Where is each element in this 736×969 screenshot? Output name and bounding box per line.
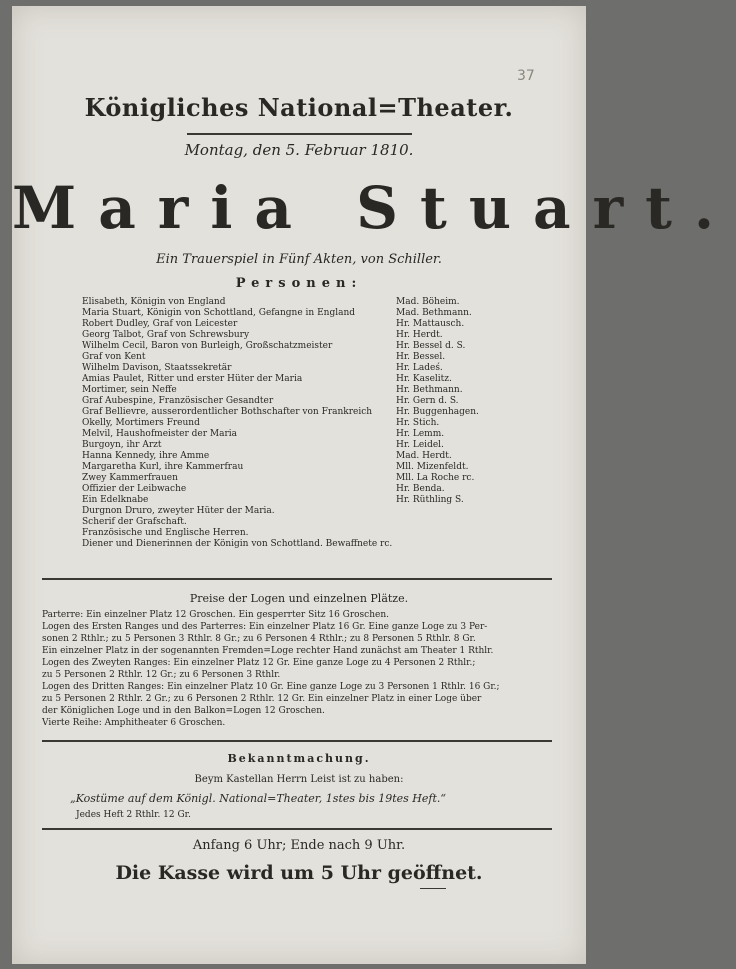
cast-role: Offizier der Leibwache — [82, 484, 187, 494]
price-line: Logen des Dritten Ranges: Ein einzelner Platz 10 Gr. Eine ganze Loge zu 3 Personen 1 Rthlr. 16 Gr.; — [42, 682, 500, 692]
play-subtitle: Ein Trauerspiel in Fünf Akten, von Schiller. — [156, 252, 442, 267]
cast-actor: Hr. Lemm. — [396, 429, 445, 439]
performance-date: Montag, den 5. Februar 1810. — [184, 141, 414, 159]
cast-role: Graf Aubespine, Französischer Gesandter — [82, 396, 274, 406]
box-office-underline — [420, 888, 446, 889]
cast-actor: Hr. Leidel. — [396, 440, 444, 450]
price-line: Logen des Zweyten Ranges: Ein einzelner Platz 12 Gr. Eine ganze Loge zu 4 Personen 2 Rthlr.; — [42, 658, 476, 668]
announcement-divider — [42, 828, 552, 830]
cast-role: Hanna Kennedy, ihre Amme — [82, 451, 210, 461]
play-title: Maria Stuart. — [12, 174, 736, 242]
cast-role: Zwey Kammerfrauen — [82, 473, 178, 483]
announcement-price: Jedes Heft 2 Rthlr. 12 Gr. — [76, 810, 191, 820]
cast-role: Maria Stuart, Königin von Schottland, Gefangne in England — [82, 308, 356, 318]
cast-actor: Hr. Ladeś. — [396, 363, 443, 373]
cast-actor: Hr. Rüthling S. — [396, 495, 464, 505]
cast-role: Georg Talbot, Graf von Schrewsbury — [82, 330, 250, 340]
cast-actor: Hr. Bethmann. — [396, 385, 463, 395]
performance-times: Anfang 6 Uhr; Ende nach 9 Uhr. — [192, 838, 406, 853]
cast-actor: Hr. Bessel. — [396, 352, 446, 362]
cast-role: Graf Bellievre, ausserordentlicher Bothschafter von Frankreich — [82, 407, 373, 417]
cast-role: Diener und Dienerinnen der Königin von Schottland. Bewaffnete rc. — [82, 539, 393, 549]
price-line: zu 5 Personen 2 Rthlr. 12 Gr.; zu 6 Personen 3 Rthlr. — [42, 670, 281, 680]
cast-actor: Hr. Herdt. — [396, 330, 443, 340]
cast-actor: Mll. La Roche rc. — [396, 473, 475, 483]
cast-actor: Mad. Herdt. — [396, 451, 452, 461]
cast-role: Okelly, Mortimers Freund — [82, 418, 200, 428]
cast-role: Melvil, Haushofmeister der Maria — [82, 429, 237, 439]
cast-actor: Mad. Bethmann. — [396, 308, 472, 318]
cast-actor: Hr. Benda. — [396, 484, 445, 494]
price-line: zu 5 Personen 2 Rthlr. 2 Gr.; zu 6 Personen 2 Rthlr. 12 Gr. Ein einzelner Platz in einer Loge über — [42, 694, 482, 704]
cast-actor: Hr. Kaselitz. — [396, 374, 452, 384]
pencil-note: 37 — [517, 68, 535, 84]
price-line: Ein einzelner Platz in der sogenannten Fremden=Loge rechter Hand zunächst am Theater 1 Rthlr. — [42, 646, 494, 656]
cast-role: Graf von Kent — [82, 352, 146, 362]
cast-heading: Personen: — [235, 276, 363, 291]
announcement-heading: Bekanntmachung. — [227, 752, 371, 765]
prices-heading: Preise der Logen und einzelnen Plätze. — [189, 592, 409, 605]
cast-role: Durgnon Druro, zweyter Hüter der Maria. — [82, 506, 275, 516]
price-line: Vierte Reihe: Amphitheater 6 Groschen. — [42, 718, 226, 728]
header-rule — [187, 133, 412, 135]
cast-role: Ein Edelknabe — [82, 495, 149, 505]
price-line: sonen 2 Rthlr.; zu 5 Personen 3 Rthlr. 8 Gr.; zu 6 Personen 4 Rthlr.; zu 8 Personen 5 Rthlr. 8 Gr. — [42, 634, 476, 644]
cast-actor: Mll. Mizenfeldt. — [396, 462, 469, 472]
cast-actor: Hr. Gern d. S. — [396, 396, 459, 406]
cast-actor: Hr. Mattausch. — [396, 319, 465, 329]
cast-role: Wilhelm Cecil, Baron von Burleigh, Großschatzmeister — [82, 341, 333, 351]
cast-divider — [42, 578, 552, 580]
cast-actor: Hr. Buggenhagen. — [396, 407, 479, 417]
cast-actor: Hr. Stich. — [396, 418, 440, 428]
cast-actor: Mad. Böheim. — [396, 297, 460, 307]
price-line: Logen des Ersten Ranges und des Parterres: Ein einzelner Platz 16 Gr. Eine ganze Loge zu 3 Per- — [42, 622, 488, 632]
theater-name: Königliches National=Theater. — [84, 93, 514, 122]
box-office-notice: Die Kasse wird um 5 Uhr geöffnet. — [115, 862, 483, 884]
cast-role: Französische und Englische Herren. — [82, 528, 249, 538]
cast-role: Scherif der Grafschaft. — [82, 517, 187, 527]
cast-actor: Hr. Bessel d. S. — [396, 341, 466, 351]
announcement-subline: Beym Kastellan Herrn Leist ist zu haben: — [194, 774, 404, 785]
playbill-sheet — [12, 6, 736, 964]
cast-role: Elisabeth, Königin von England — [82, 297, 226, 307]
price-line: Parterre: Ein einzelner Platz 12 Groschen. Ein gesperrter Sitz 16 Groschen. — [42, 610, 390, 620]
cast-role: Robert Dudley, Graf von Leicester — [82, 319, 238, 329]
prices-divider — [42, 740, 552, 742]
cast-role: Burgoyn, ihr Arzt — [82, 440, 162, 450]
cast-role: Mortimer, sein Neffe — [82, 385, 177, 395]
cast-role: Wilhelm Davison, Staatssekretär — [82, 363, 232, 373]
cast-role: Amias Paulet, Ritter und erster Hüter der Maria — [82, 374, 303, 384]
price-line: der Königlichen Loge und in den Balkon=Logen 12 Groschen. — [42, 706, 325, 716]
cast-role: Margaretha Kurl, ihre Kammerfrau — [82, 462, 244, 472]
announcement-title: „Kostüme auf dem Königl. National=Theater, 1stes bis 19tes Heft.“ — [70, 792, 447, 805]
